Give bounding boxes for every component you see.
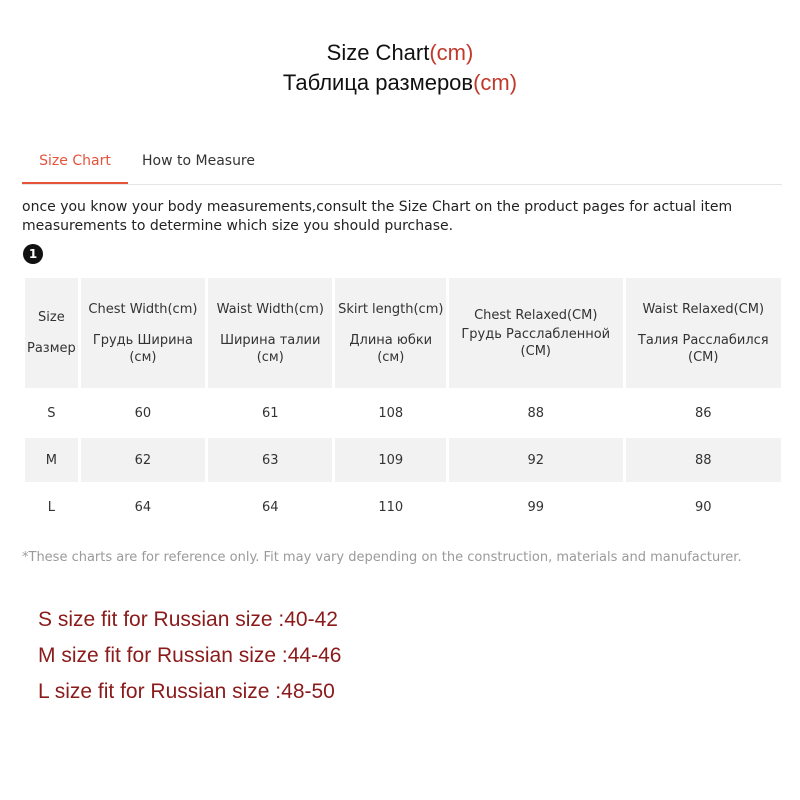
- table-cell: 108: [378, 405, 404, 421]
- title-russian: Таблица размеров(cm): [282, 70, 518, 95]
- table-cell: 62: [81, 438, 205, 482]
- table-header-row: [25, 278, 781, 388]
- tab-how-to-measure[interactable]: How to Measure: [142, 153, 255, 169]
- reference-footnote: *These charts are for reference only. Fit may vary depending on the construction, materials and manufacturer.: [22, 550, 742, 565]
- size-table: [22, 275, 784, 532]
- table-cell: 88: [527, 405, 545, 421]
- page-title: [0, 38, 800, 98]
- table-row: [25, 485, 781, 529]
- table-cell: 63: [208, 438, 332, 482]
- title-unit: (cm): [429, 40, 474, 65]
- table-row: [25, 438, 781, 482]
- table-cell: 86: [694, 405, 712, 421]
- step-number-badge: 1: [23, 244, 43, 264]
- fit-note-l: L size fit for Russian size :48-50: [38, 680, 335, 703]
- table-cell: 61: [261, 405, 279, 421]
- tab-size-chart[interactable]: Size Chart: [22, 140, 128, 184]
- table-cell: 60: [134, 405, 152, 421]
- tab-bar: [22, 140, 782, 185]
- table-cell: S: [47, 405, 56, 421]
- header-size: Size Размер: [25, 278, 78, 388]
- table-cell: 109: [335, 438, 446, 482]
- russian-size-fit-list: [38, 602, 341, 710]
- title-unit-ru: (cm): [473, 70, 518, 95]
- table-cell: 88: [626, 438, 782, 482]
- fit-note-s: S size fit for Russian size :40-42: [38, 608, 338, 631]
- table-row: [25, 391, 781, 435]
- table-cell: 90: [694, 499, 712, 515]
- table-cell: 92: [449, 438, 622, 482]
- table-cell: L: [47, 499, 56, 515]
- table-cell: 110: [378, 499, 404, 515]
- intro-text: once you know your body measurements,consult the Size Chart on the product pages for actual item measurements to determine which size you should purchase.: [22, 199, 733, 234]
- header-waist-width: Waist Width(cm) Ширина талии (см): [208, 278, 332, 388]
- header-chest-width: Chest Width(cm) Грудь Ширина (см): [81, 278, 205, 388]
- title-english: Size Chart(cm): [326, 40, 474, 65]
- table-cell: M: [25, 438, 78, 482]
- table-cell: 64: [134, 499, 152, 515]
- fit-note-m: M size fit for Russian size :44-46: [38, 644, 342, 667]
- table-cell: 99: [527, 499, 545, 515]
- header-waist-relaxed: Waist Relaxed(CM) Талия Расслабился (CM): [626, 278, 782, 388]
- table-cell: 64: [261, 499, 279, 515]
- header-skirt-length: Skirt length(cm) Длина юбки (см): [335, 278, 446, 388]
- header-chest-relaxed: Chest Relaxed(CM) Грудь Расслабленной (CM): [449, 278, 622, 388]
